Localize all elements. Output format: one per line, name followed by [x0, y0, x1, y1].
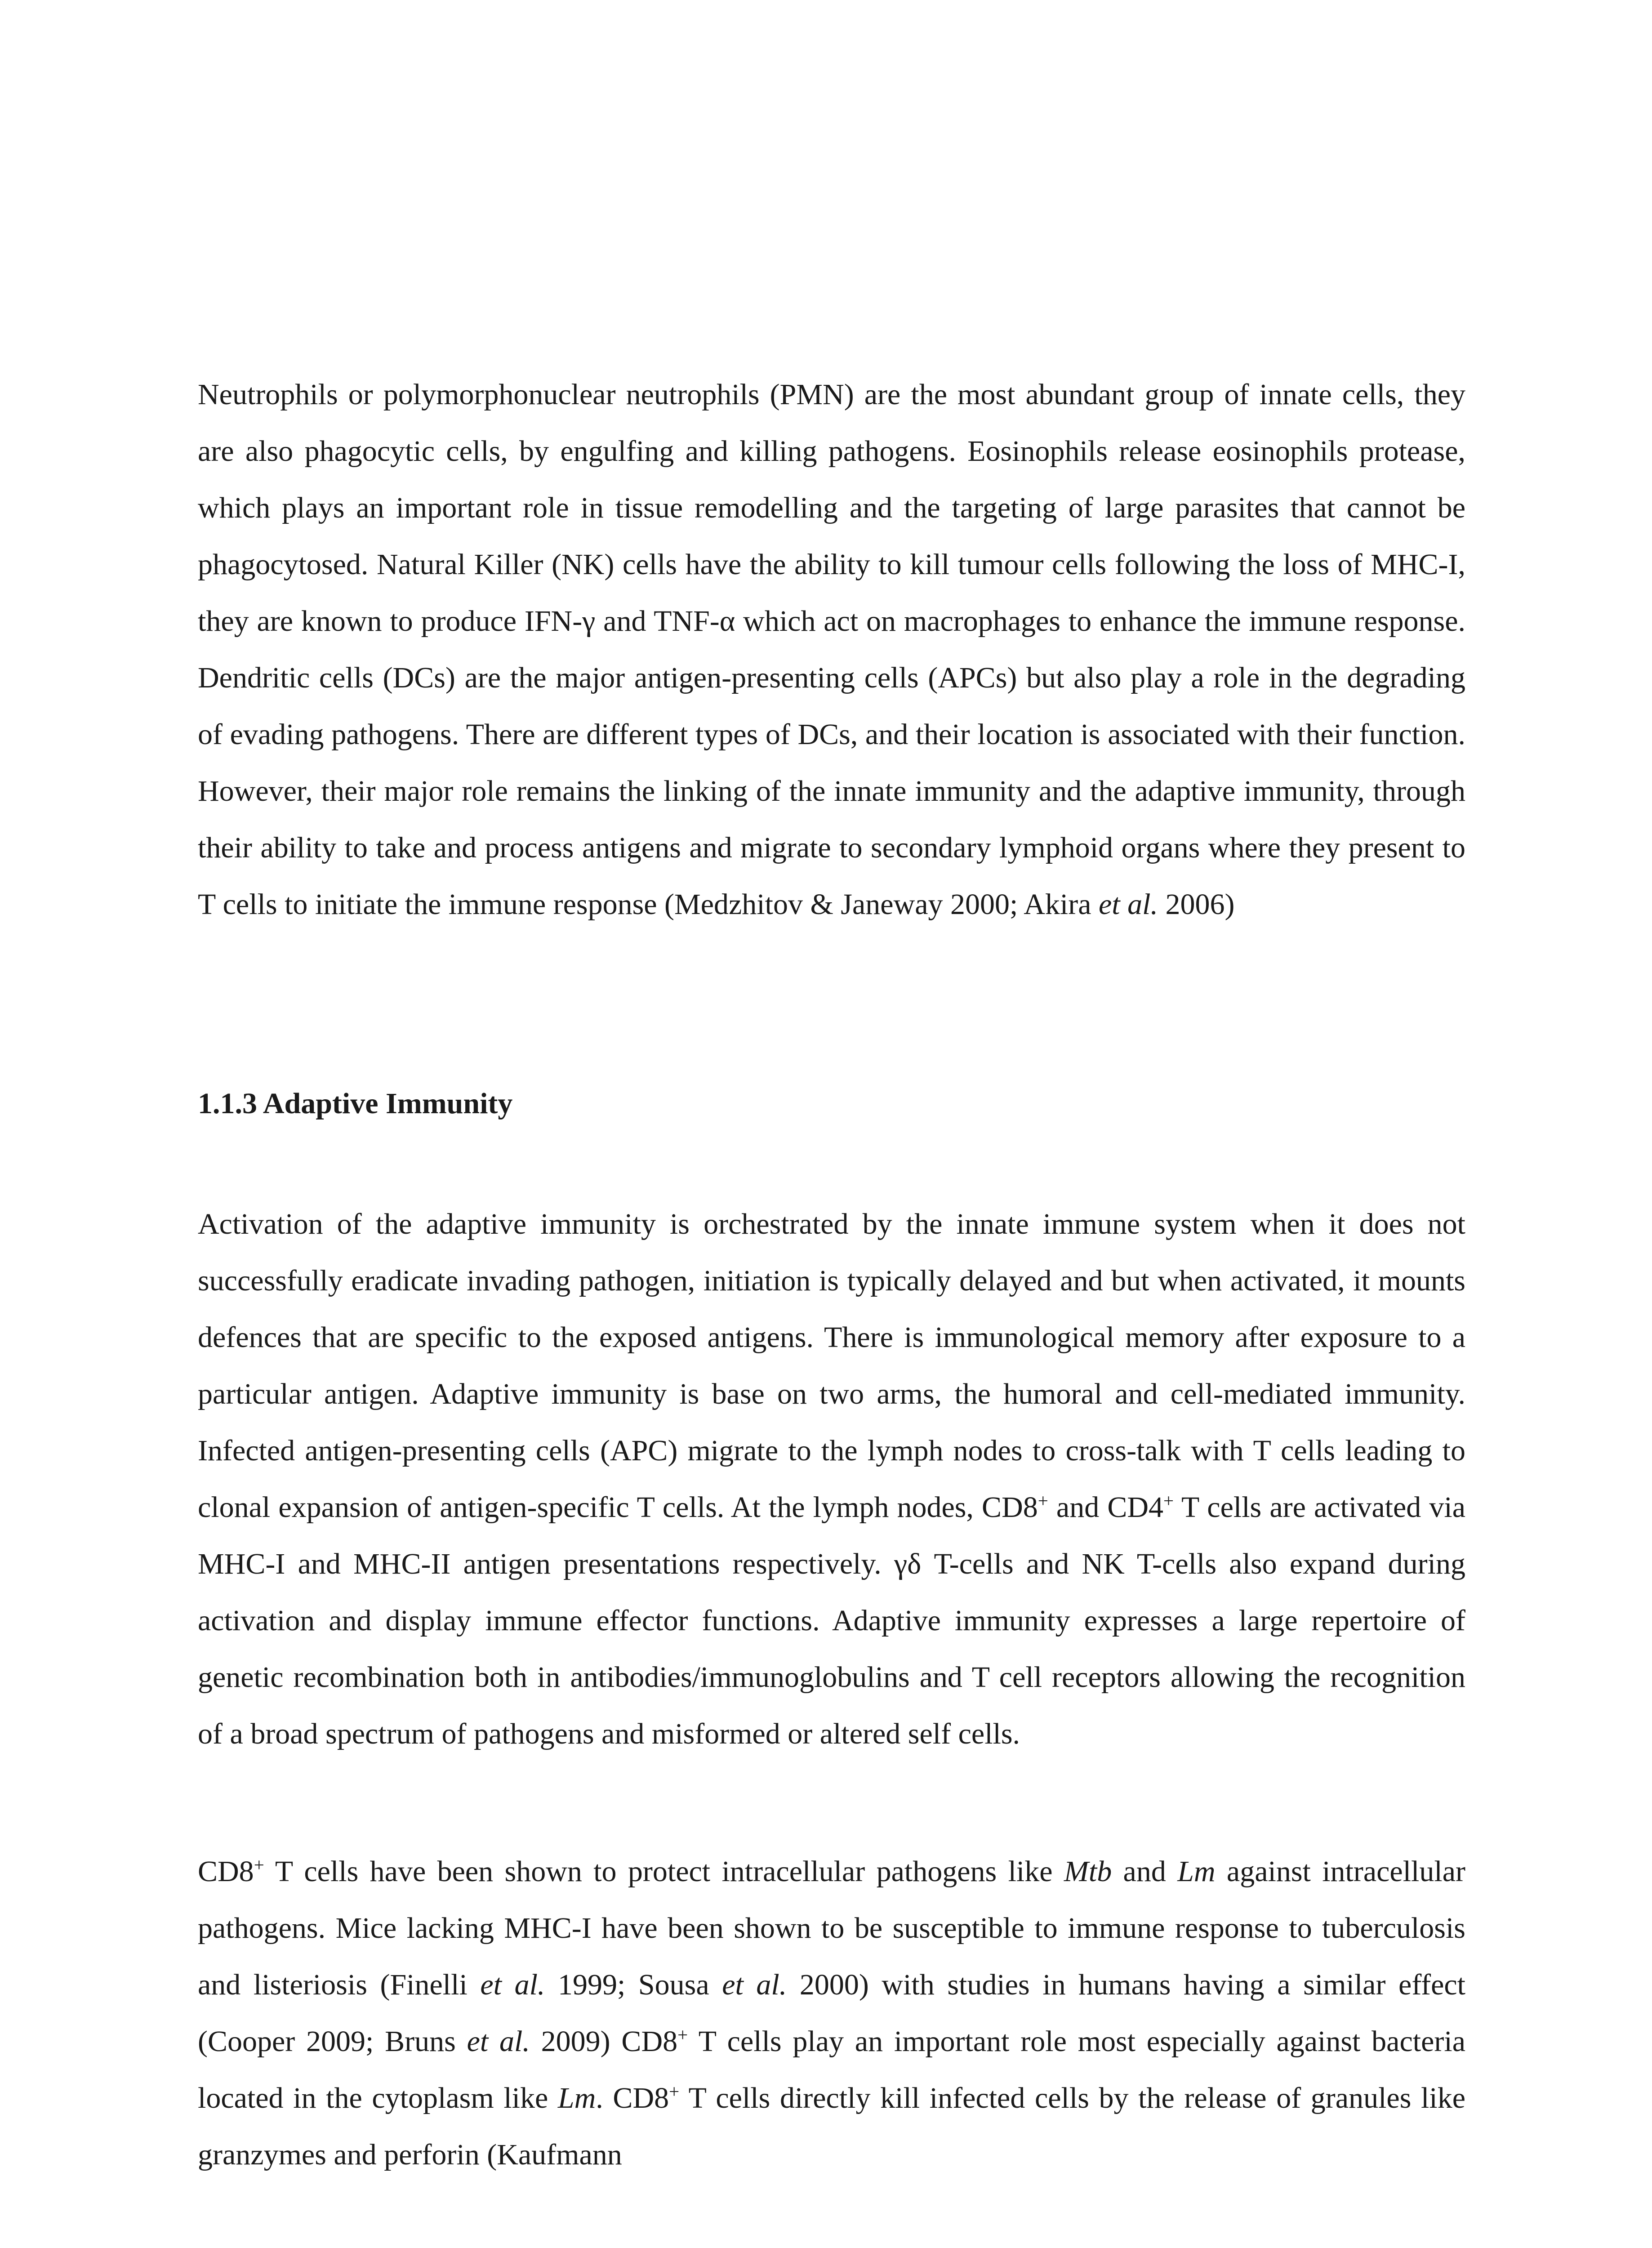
- citation-etal: et al.: [722, 1968, 787, 2001]
- superscript: +: [677, 2025, 688, 2045]
- pathogen-name: Mtb: [1064, 1855, 1112, 1888]
- superscript: +: [254, 1855, 264, 1875]
- section-heading: 1.1.3 Adaptive Immunity: [198, 1087, 513, 1120]
- text-run: 1999; Sousa: [545, 1968, 722, 2001]
- text-run: . CD8: [596, 2082, 669, 2114]
- citation-etal: et al.: [467, 2025, 530, 2058]
- superscript: +: [669, 2081, 680, 2102]
- superscript: +: [1038, 1490, 1048, 1511]
- paragraph-cd8-t-cells: [198, 1843, 1465, 2183]
- text-run: Activation of the adaptive immunity is orchestrated by the innate immune system when it does not successfully eradicate invading pathogen, initiation is typically delayed and but when activated, it mounts defences that are specific to the exposed antigens. There is immunological memory after exposure to a particular antigen. Adaptive immunity is base on two arms, the humoral and cell-mediated immunity. Infected antigen-presenting cells (APC) migrate to the lymph nodes to cross-talk with T cells leading to clonal expansion of antigen-specific T cells. At the lymph nodes, CD8: [198, 1208, 1465, 1524]
- pathogen-name: Lm: [1177, 1855, 1216, 1888]
- text-run: 2000) with studies in humans having a similar effect (Cooper 2009; Bruns: [198, 1968, 1466, 2058]
- citation-etal: et al.: [480, 1968, 545, 2001]
- text-run: against intracellular pathogens. Mice lacking MHC-I have been shown to be susceptible to immune response to tuberculosis and listeriosis (Finelli: [198, 1855, 1466, 2001]
- text-run: T cells are activated via MHC-I and MHC-II antigen presentations respectively. γδ T-cells and NK T-cells also expand during activation and display immune effector functions. Adaptive immunity expresses a large repertoire of genetic recombination both in antibodies/immunoglobulins and T cell receptors allowing the recognition of a broad spectrum of pathogens and misformed or altered self cells.: [198, 1491, 1465, 1750]
- superscript: +: [1163, 1490, 1174, 1511]
- text-run: T cells directly kill infected cells by the release of granules like granzymes and perforin (Kaufmann: [198, 2082, 1465, 2171]
- text-run: 2009) CD8: [530, 2025, 678, 2058]
- paragraph-adaptive-immunity: [198, 1196, 1465, 1762]
- text-run: T cells have been shown to protect intracellular pathogens like: [264, 1855, 1064, 1888]
- text-run: CD8: [198, 1855, 254, 1888]
- paragraph-innate-cells: [198, 366, 1465, 933]
- text-run: T cells play an important role most especially against bacteria located in the cytoplasm like: [198, 2025, 1465, 2114]
- pathogen-name: Lm: [557, 2082, 596, 2114]
- text-run: 2006): [1158, 888, 1235, 921]
- citation-etal: et al.: [1099, 888, 1158, 921]
- text-run: and: [1112, 1855, 1178, 1888]
- text-run: Neutrophils or polymorphonuclear neutrophils (PMN) are the most abundant group of innate cells, they are also phagocytic cells, by engulfing and killing pathogens. Eosinophils release eosinophils protease, which plays an important role in tissue remodelling and the targeting of large parasites that cannot be phagocytosed. Natural Killer (NK) cells have the ability to kill tumour cells following the loss of MHC-I, they are known to produce IFN-γ and TNF-α which act on macrophages to enhance the immune response. Dendritic cells (DCs) are the major antigen-presenting cells (APCs) but also play a role in the degrading of evading pathogens. There are different types of DCs, and their location is associated with their function. However, their major role remains the linking of the innate immunity and the adaptive immunity, through their ability to take and process antigens and migrate to secondary lymphoid organs where they present to T cells to initiate the immune response (Medzhitov & Janeway 2000; Akira: [198, 378, 1465, 921]
- text-run: and CD4: [1048, 1491, 1164, 1524]
